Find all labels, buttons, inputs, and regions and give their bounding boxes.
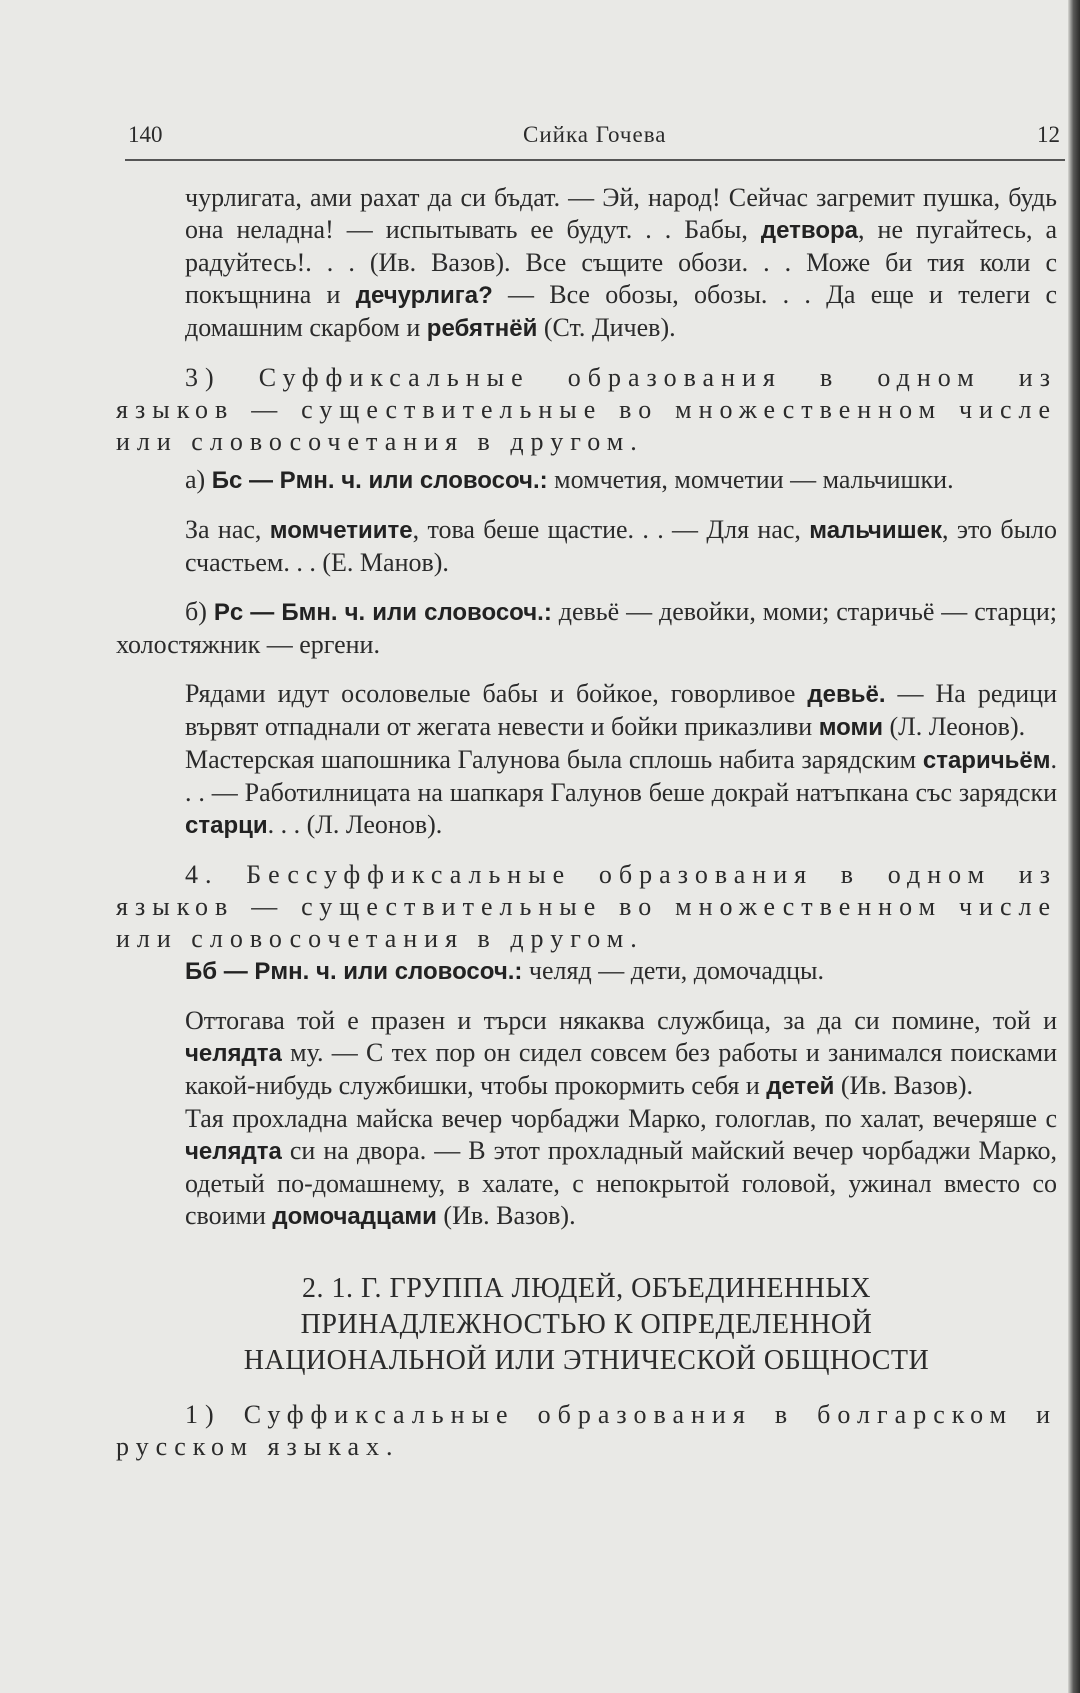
example-paragraph: За нас, момчетиите, това беше щастие. . . — Для нас, мальчишек, это было счастьем. . . (Е. Манов). (185, 515, 1058, 577)
page-number: 140 (128, 122, 163, 147)
term: момчетиите (269, 517, 413, 544)
rule-paragraph: Бб — Рмн. ч. или словосоч.: челяд — дети, домочадцы. (185, 956, 824, 985)
term: моми (818, 714, 883, 741)
page-edge-shadow (1068, 0, 1080, 1693)
section-paragraph: 3) Суффиксальные образования в одном из языков — существительные во множественном числе или словосочетания в другом. (116, 363, 1057, 456)
term: старци (185, 812, 268, 839)
example-paragraph: чурлигата, ами рахат да си бъдат. — Эй, народ! Сейчас загремит пушка, будь она неладна! — испытывать ее будут. . . Бабы, детвора, не пугайтесь, а радуйтесь!. . . (Ив. Вазов). Все същите обози. . . Може би тия коли с покъщнина и дечурлига? — Все обозы, обозы. . . Да еще и телеги с домашним скарбом и ребятнёй (Ст. Дичев). (185, 183, 1057, 342)
heading-line: ПРИНАДЛЕЖНОСТЬЮ К ОПРЕДЕЛЕННОЙ (300, 1309, 873, 1340)
rule-paragraph: б) Рс — Бмн. ч. или словосоч.: девьё — девойки, моми; старичьё — старци; холостяжник — ергени. (116, 597, 1057, 659)
example-paragraph: Мастерская шапошника Галунова была сплошь набита зарядским старичьём. . . — Работилницата на шапкаря Галунов беше докрай натъпкана със зарядски старци. . . (Л. Леонов). (185, 745, 1057, 839)
term: челядта (185, 1040, 282, 1067)
term: девьё. (807, 681, 886, 708)
term: ребятнёй (426, 315, 538, 342)
header-rule (125, 159, 1065, 161)
term: детвора (760, 217, 859, 244)
term: Бб — Рмн. ч. или словосоч.: (185, 958, 523, 985)
term: челядта (185, 1138, 282, 1165)
term: старичьём (922, 747, 1051, 774)
term: детей (766, 1073, 835, 1100)
term: дечурлига? (355, 282, 493, 309)
example-paragraph: Рядами идут осоловелые бабы и бойкое, говорливое девьё. — На редици вървят отпаднали от жегата невести и бойки приказливи моми (Л. Леонов). (185, 679, 1057, 741)
term: мальчишек (809, 517, 942, 544)
example-paragraph: Тая прохладна майска вечер чорбаджи Марко, гологлав, по халат, вечеряше с челядта си на двора. — В этот прохладный майский вечер чорбаджи Марко, одетый по-домашнему, в халате, с непокрытой головой, ужинал вместо со своими домочадцами (Ив. Вазов). (185, 1104, 1057, 1230)
section-paragraph: 4. Бессуффиксальные образования в одном из языков — существительные во множественном числе или словосочетания в другом. (116, 860, 1057, 953)
term: Рс — Бмн. ч. или словосоч.: (213, 599, 552, 626)
section-heading (116, 1271, 1057, 1379)
term: домочадцами (272, 1203, 437, 1230)
example-paragraph: Оттогава той е празен и търси някаква службица, за да си помине, той и челядта му. — С тех пор он сидел совсем без работы и занимался поисками какой-нибудь службишки, чтобы прокормить себя и детей (Ив. Вазов). (185, 1006, 1057, 1100)
heading-line: 2. 1. Г. ГРУППА ЛЮДЕЙ, ОБЪЕДИНЕННЫХ (302, 1273, 871, 1304)
rule-paragraph: а) Бс — Рмн. ч. или словосоч.: момчетия, момчетии — мальчишки. (185, 465, 954, 494)
term: Бс — Рмн. ч. или словосоч.: (211, 467, 548, 494)
running-header (125, 122, 1065, 158)
running-title: Сийка Гочева (523, 122, 667, 147)
section-paragraph: 1) Суффиксальные образования в болгарском и русском языках. (116, 1400, 1057, 1461)
facing-page-number: 12 (1037, 122, 1060, 147)
heading-line: НАЦИОНАЛЬНОЙ ИЛИ ЭТНИЧЕСКОЙ ОБЩНОСТИ (243, 1345, 930, 1376)
main-text (116, 182, 1057, 1463)
